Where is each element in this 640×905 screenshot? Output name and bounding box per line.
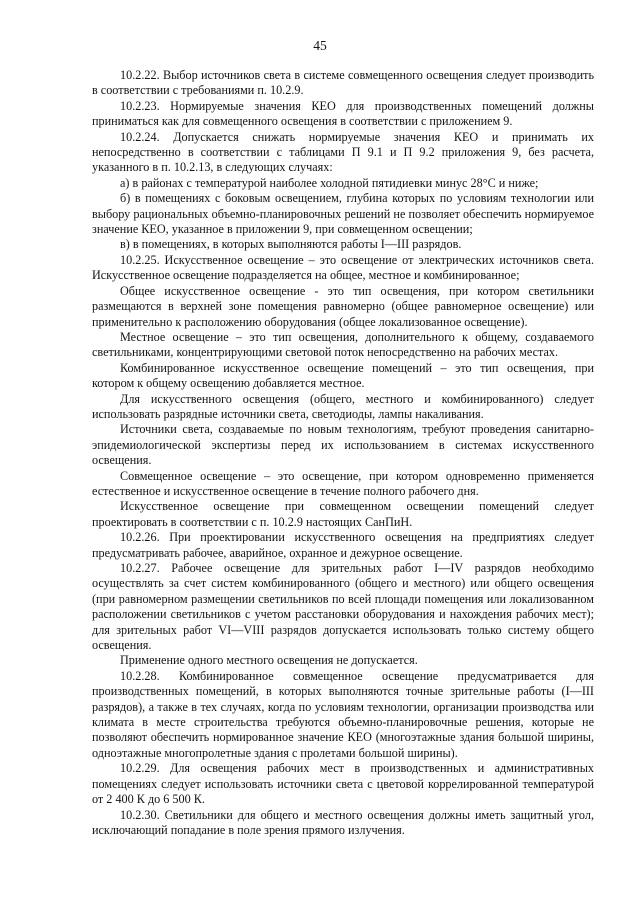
body-text xyxy=(92,68,594,838)
paragraph: 10.2.23. Нормируемые значения КЕО для производственных помещений должны приниматься как для совмещенного освещения в соответствии с приложением 9. xyxy=(92,98,594,129)
list-item: а) в районах с температурой наиболее холодной пятидиевки минус 28°С и ниже; xyxy=(120,175,539,190)
paragraph: Применение одного местного освещения не допускается. xyxy=(120,653,418,668)
paragraph: 10.2.27. Рабочее освещение для зрительных работ I—IV разрядов необходимо осуществлять за счет систем комбинированного (общего и местного) или общего освещения (при равномерном размещении светильников по всей площади помещения или локализованном расположении светильников с учетом расстановки оборудования и нахождения рабочих мест); для зрительных работ VI—VIII разрядов допускается использовать только систему общего освещения. xyxy=(92,561,594,653)
list-item: б) в помещениях с боковым освещением, глубина которых по условиям технологии или выбору рациональных объемно-планировочных решений не позволяет обеспечить нормируемое значение КЕО, указанное в приложении 9, при совмещенном освещении; xyxy=(92,191,594,237)
paragraph: Источники света, создаваемые по новым технологиям, требуют проведения санитарно-эпидемиологической экспертизы перед их использованием в системах искусственного освещения. xyxy=(92,422,594,468)
paragraph: Искусственное освещение при совмещенном освещении помещений следует проектировать в соответствии с п. 10.2.9 настоящих СанПиН. xyxy=(92,499,594,529)
paragraph: 10.2.29. Для освещения рабочих мест в производственных и административных помещениях следует использовать источники света с цветовой коррелированной температурой от 2 400 К до 6 500 К. xyxy=(92,761,594,807)
paragraph: 10.2.26. При проектировании искусственного освещения на предприятиях следует предусматривать рабочее, аварийное, охранное и дежурное освещение. xyxy=(92,530,594,560)
list-item: в) в помещениях, в которых выполняются работы I—III разрядов. xyxy=(120,237,462,252)
paragraph: Местное освещение – это тип освещения, дополнительного к общему, создаваемого светильниками, концентрирующими световой поток непосредственно на рабочих местах. xyxy=(92,329,594,360)
paragraph: Совмещенное освещение – это освещение, при котором одновременно применяется естественное и искусственное освещение в течение полного рабочего дня. xyxy=(92,468,594,498)
paragraph: 10.2.25. Искусственное освещение – это освещение от электрических источников света. Искусственное освещение подразделяется на общее, местное и комбинированное; xyxy=(92,252,594,283)
paragraph: Для искусственного освещения (общего, местного и комбинированного) следует использовать разрядные источники света, светодиоды, лампы накаливания. xyxy=(92,391,594,421)
page-number: 45 xyxy=(313,38,327,53)
paragraph: Общее искусственное освещение - это тип освещения, при котором светильники размещаются в верхней зоне помещения равномерно (общее равномерное освещение) или применительно к расположению оборудования (общее локализованное освещение). xyxy=(92,283,594,329)
paragraph: 10.2.22. Выбор источников света в системе совмещенного освещения следует производить в соответствии с требованиями п. 10.2.9. xyxy=(92,68,594,98)
paragraph: 10.2.28. Комбинированное совмещенное освещение предусматривается для производственных помещений, в которых выполняются точные зрительные работы (I—III разрядов), а также в тех случаях, когда по условиям технологии, организации производства или климата в месте строительства требуются объемно-планировочные решения, которые не позволяют обеспечить нормированное значение КЕО (многоэтажные здания большой ширины, одноэтажные многопролетные здания с пролетами большой ширины). xyxy=(92,668,594,760)
paragraph: Комбинированное искусственное освещение помещений – это тип освещения, при котором к общему освещению добавляется местное. xyxy=(92,360,594,391)
paragraph: 10.2.30. Светильники для общего и местного освещения должны иметь защитный угол, исключающий попадание в поле зрения прямого излучения. xyxy=(92,807,594,837)
paragraph: 10.2.24. Допускается снижать нормируемые значения КЕО и принимать их непосредственно в соответствии с таблицами П 9.1 и П 9.2 приложения 9, без расчета, указанного в п. 10.2.13, в следующих случаях: xyxy=(92,129,594,175)
